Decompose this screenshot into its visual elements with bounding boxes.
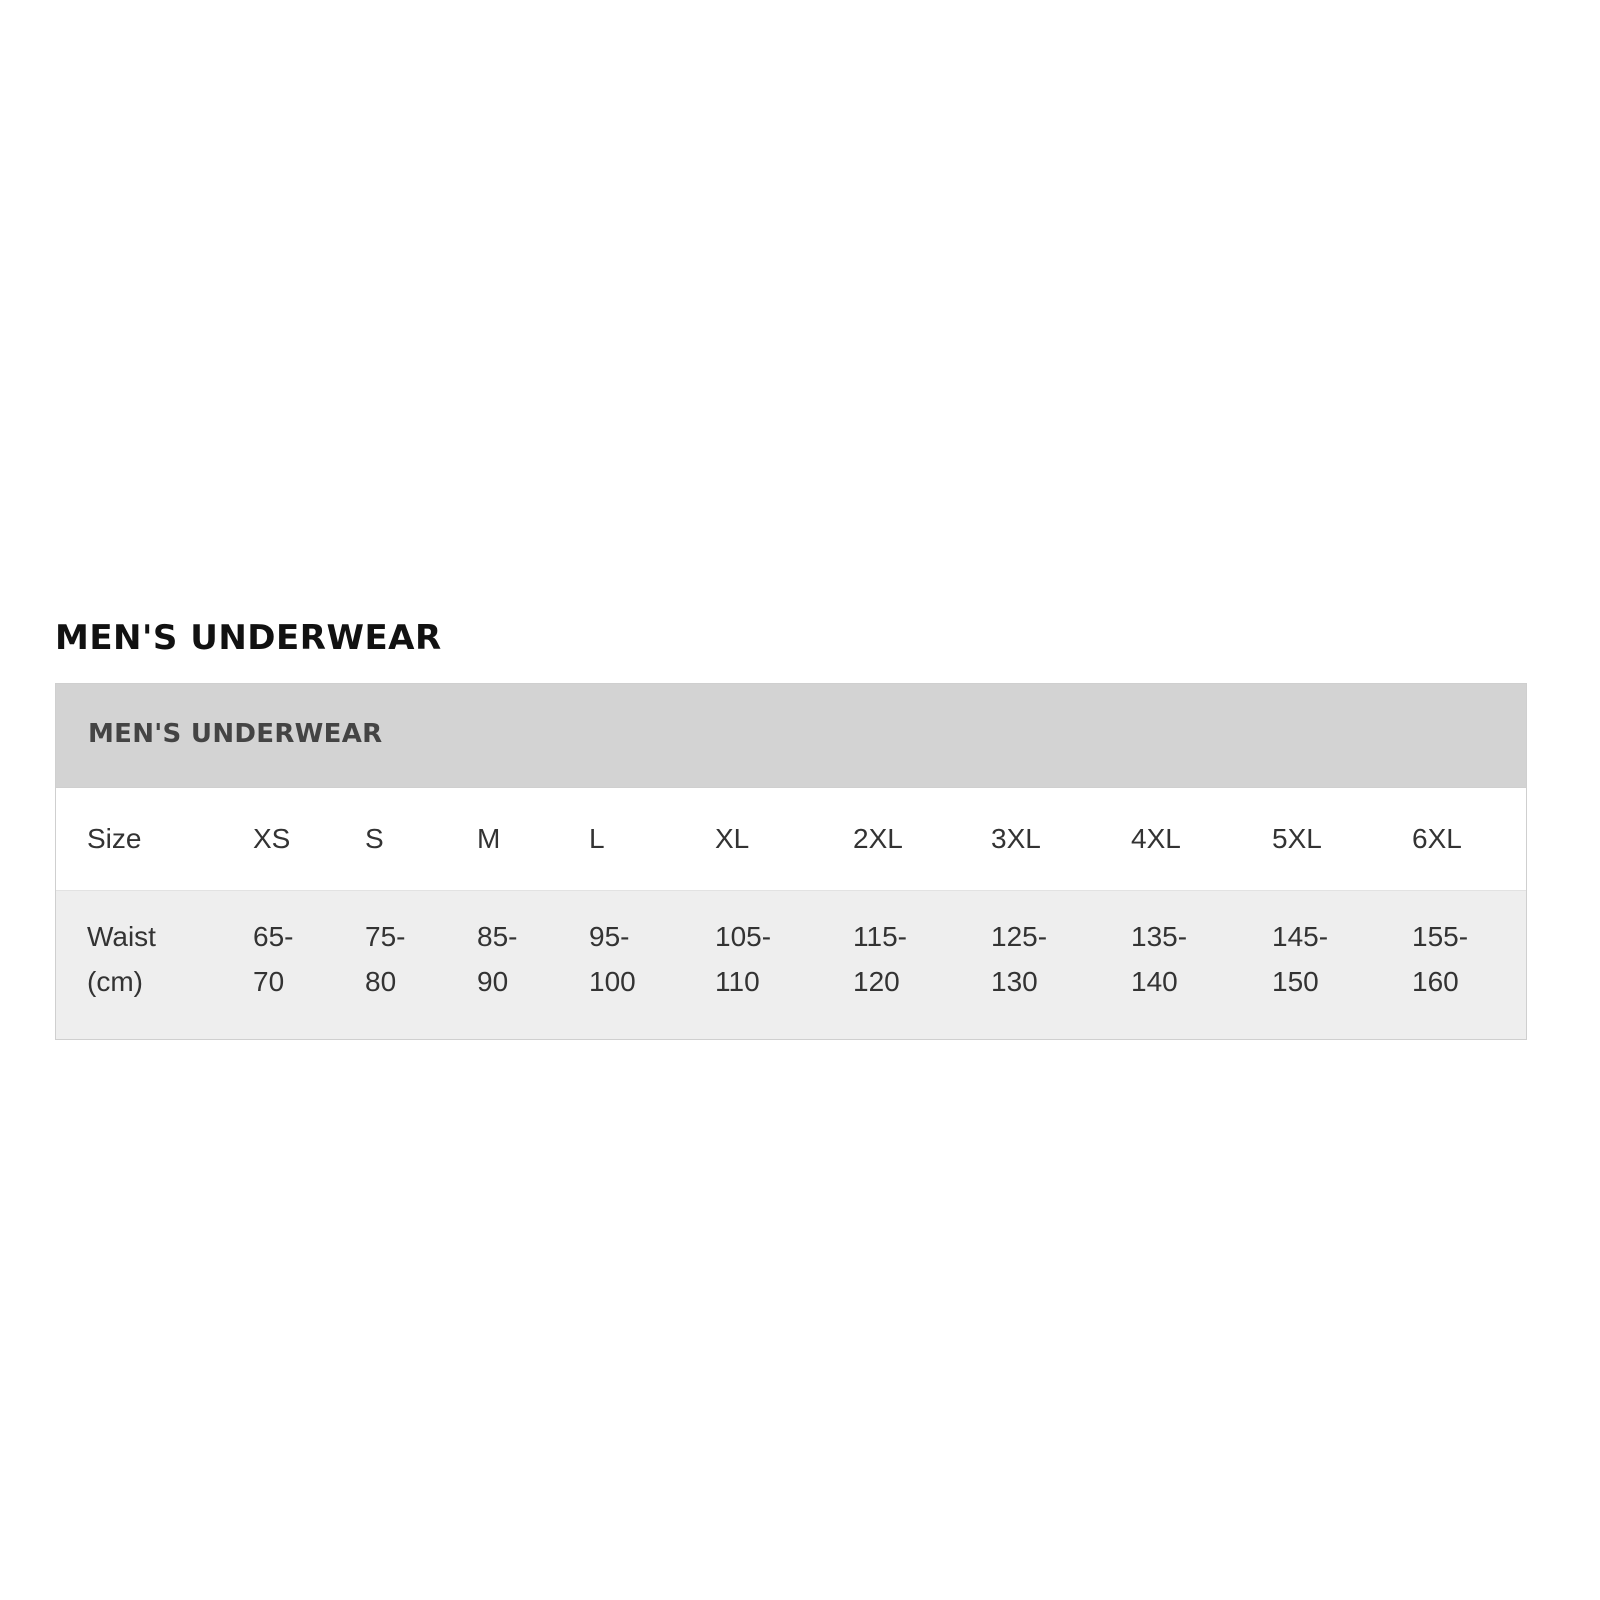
size-cell-6xl: 6XL — [1412, 823, 1462, 854]
waist-cell-5xl: 145- 150 — [1272, 921, 1329, 997]
row-label-size: Size — [87, 823, 142, 854]
size-cell-l: L — [589, 823, 605, 854]
waist-cell-xs: 65- 70 — [253, 921, 294, 997]
waist-cell-2xl: 115- 120 — [853, 921, 907, 997]
page-title: MEN'S UNDERWEAR — [55, 618, 442, 658]
size-cell-3xl: 3XL — [991, 823, 1041, 854]
size-cell-2xl: 2XL — [853, 823, 903, 854]
row-label-waist: Waist (cm) — [87, 921, 156, 997]
waist-cell-l: 95- 100 — [589, 921, 636, 997]
size-cell-m: M — [477, 823, 501, 854]
waist-cell-m: 85- 90 — [477, 921, 518, 997]
waist-cell-4xl: 135- 140 — [1131, 921, 1188, 997]
waist-cell-3xl: 125- 130 — [991, 921, 1048, 997]
waist-cell-6xl: 155- 160 — [1412, 921, 1469, 997]
table-row-waist — [56, 891, 1526, 1039]
size-cell-xl: XL — [715, 823, 750, 854]
waist-cell-xl: 105- 110 — [715, 921, 772, 997]
size-chart-table — [55, 683, 1527, 1040]
table-caption — [56, 684, 1526, 788]
table-row-size — [56, 788, 1526, 891]
size-cell-s: S — [365, 823, 384, 854]
size-cell-4xl: 4XL — [1131, 823, 1181, 854]
size-cell-5xl: 5XL — [1272, 823, 1322, 854]
table-caption-text: MEN'S UNDERWEAR — [88, 719, 383, 749]
waist-cell-s: 75- 80 — [365, 921, 406, 997]
size-cell-xs: XS — [253, 823, 291, 854]
